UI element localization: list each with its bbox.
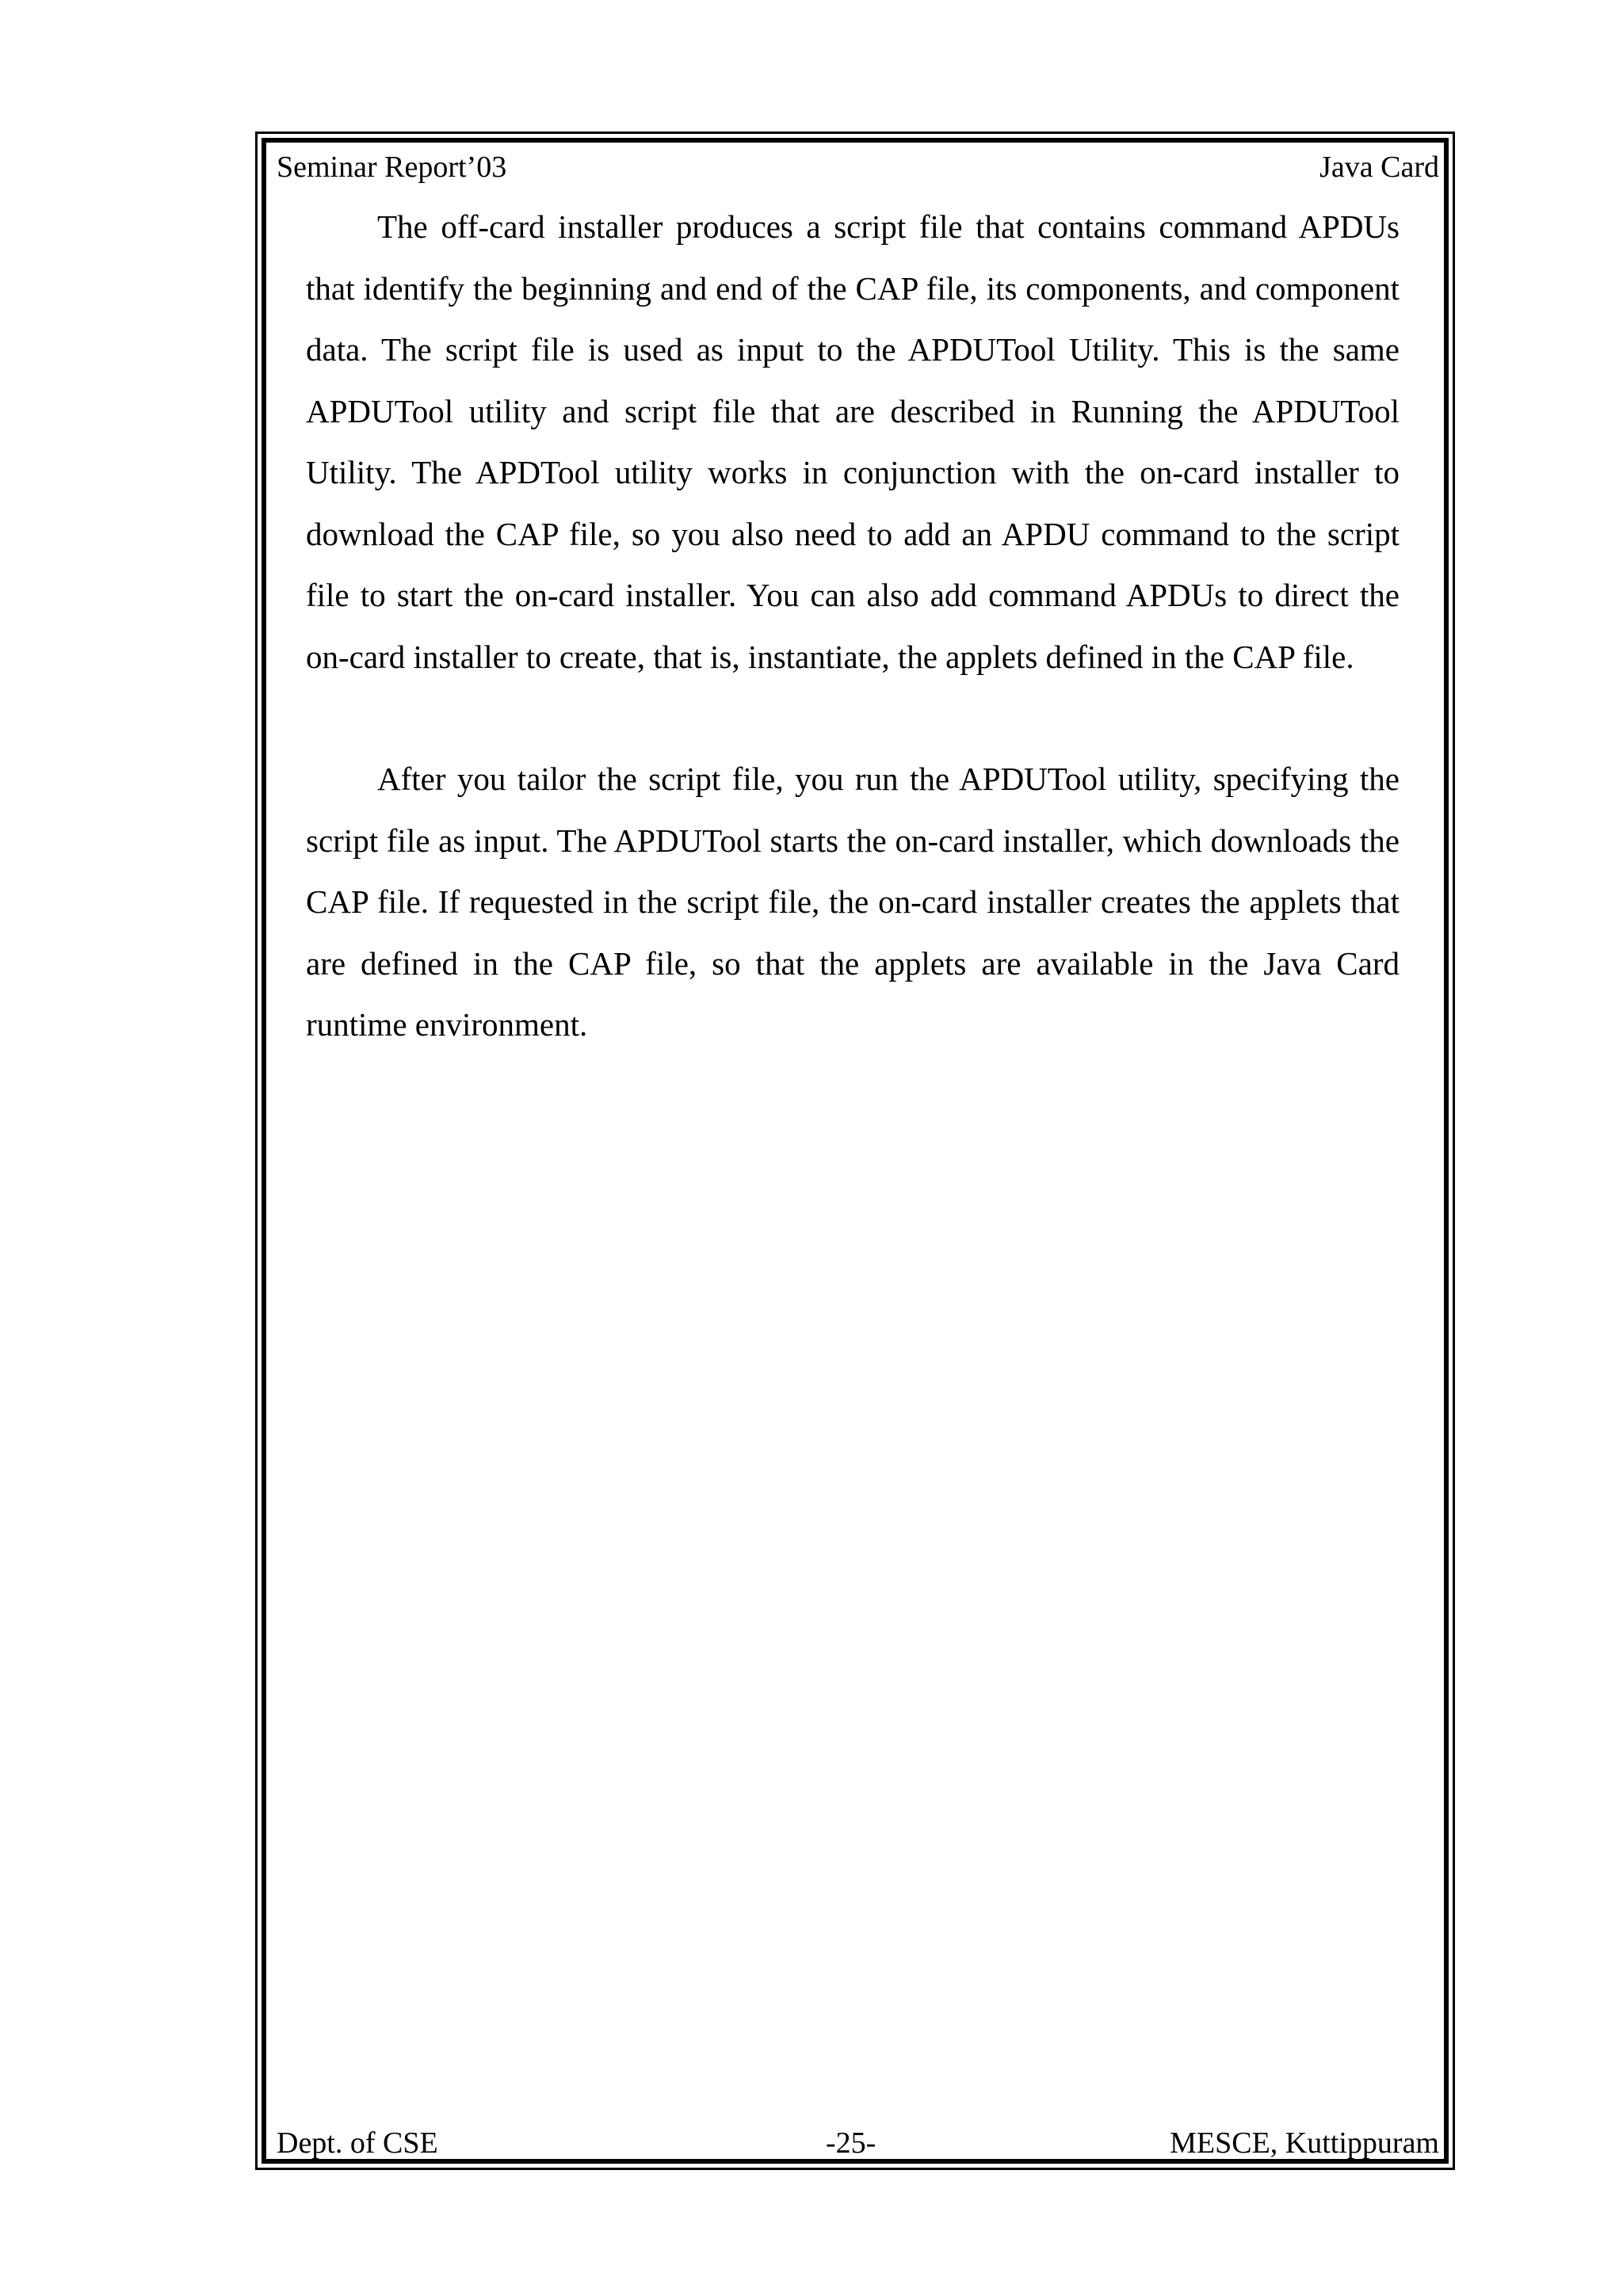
- footer-department: Dept. of CSE: [277, 2126, 438, 2160]
- running-header-left: Seminar Report’03: [277, 151, 507, 184]
- paragraph: The off-card installer produces a script file that contains command APDUs that identify the beginning and end of the CAP file, its components, and component data. The script file is used as input to the APDUTool Utility. This is the same APDUTool utility and script file that are described in Running the APDUTool Utility. The APDTool utility works in conjunction with the on-card installer to download the CAP file, so you also need to add an APDU command to the script file to start the on-card installer. You can also add command APDUs to direct the on-card installer to create, that is, instantiate, the applets defined in the CAP file.: [306, 208, 1400, 675]
- running-header-right: Java Card: [1319, 151, 1439, 184]
- footer-institution: MESCE, Kuttippuram: [1170, 2126, 1439, 2160]
- body-text: [306, 196, 1400, 1056]
- paragraph: After you tailor the script file, you run the APDUTool utility, specifying the script file as input. The APDUTool starts the on-card installer, which downloads the CAP file. If requested in the script file, the on-card installer creates the applets that are defined in the CAP file, so that the applets are available in the Java Card runtime environment.: [306, 761, 1400, 1043]
- page-number: -25-: [826, 2126, 876, 2160]
